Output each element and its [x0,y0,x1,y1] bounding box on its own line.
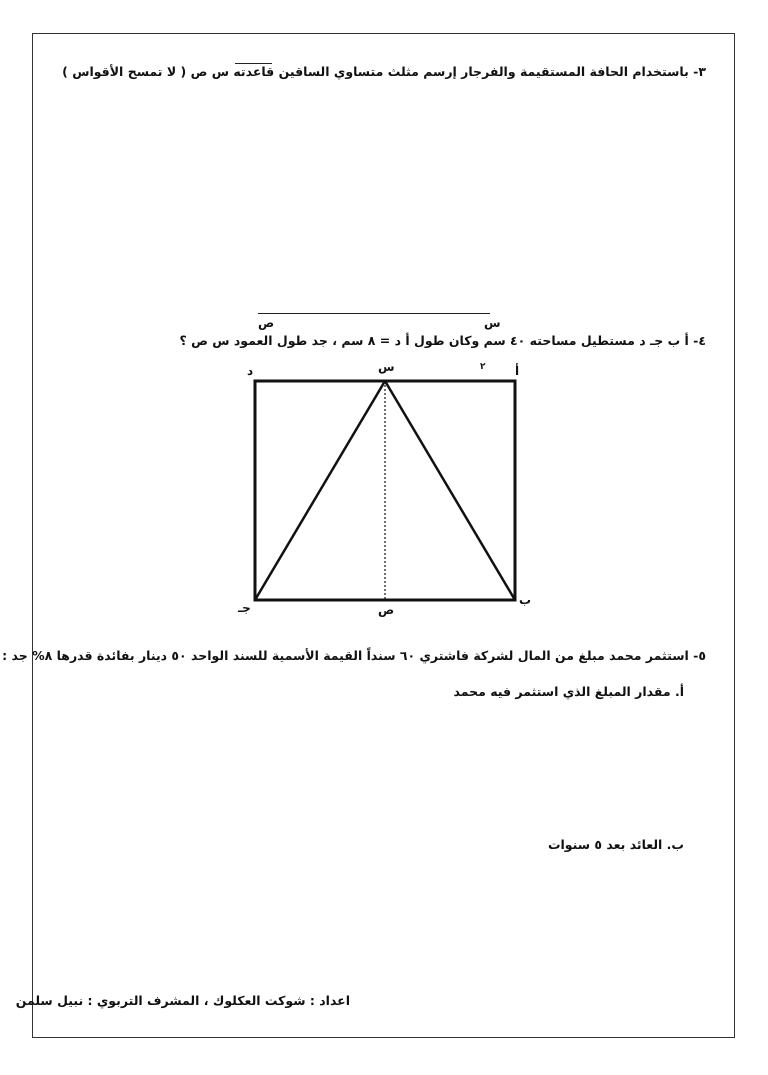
vertex-label-j: جـ [238,601,251,615]
vertex-label-s: س [378,360,395,374]
vertex-label-d: د [247,364,254,378]
superscript-2: ٢ [480,362,486,372]
vertex-label-b: ب [519,593,532,607]
question-3-number: ٣- [693,64,706,79]
question-5-part-b: ب. العائد بعد ٥ سنوات [547,837,684,852]
question-4-number: ٤- [693,333,706,348]
question-5 [2,648,706,663]
vertex-label-a: أ [515,364,520,378]
vertex-label-sad: ص [378,603,395,617]
segment-label-sad: ص [258,316,275,330]
question-3-text: باستخدام الحافة المستقيمة والفرجار إرسم مثلث متساوي الساقين قاعدته س ص ( لا تمسح الأقواس ) [62,64,689,79]
question-4-text: أ ب جـ د مستطيل مساحته ٤٠ سم وكان طول أ د = ٨ سم ، جد طول العمود س ص ؟ [179,333,689,348]
question-5-part-a: أ. مقدار المبلغ الذي استثمر فيه محمد [453,684,684,699]
segment-label-s: س [484,316,501,330]
triangle-side-left [255,381,385,600]
triangle-side-right [385,381,515,600]
author-credit: اعداد : شوكت العكلوك ، المشرف التربوي : نبيل سلمن [15,993,350,1008]
question-5-text: استثمر محمد مبلغ من المال لشركة فاشتري ٦٠ سنداً القيمة الأسمية للسند الواحد ٥٠ دينار بفائدة قدرها ٨% جد : [2,648,689,663]
question-5-number: ٥- [693,648,706,663]
